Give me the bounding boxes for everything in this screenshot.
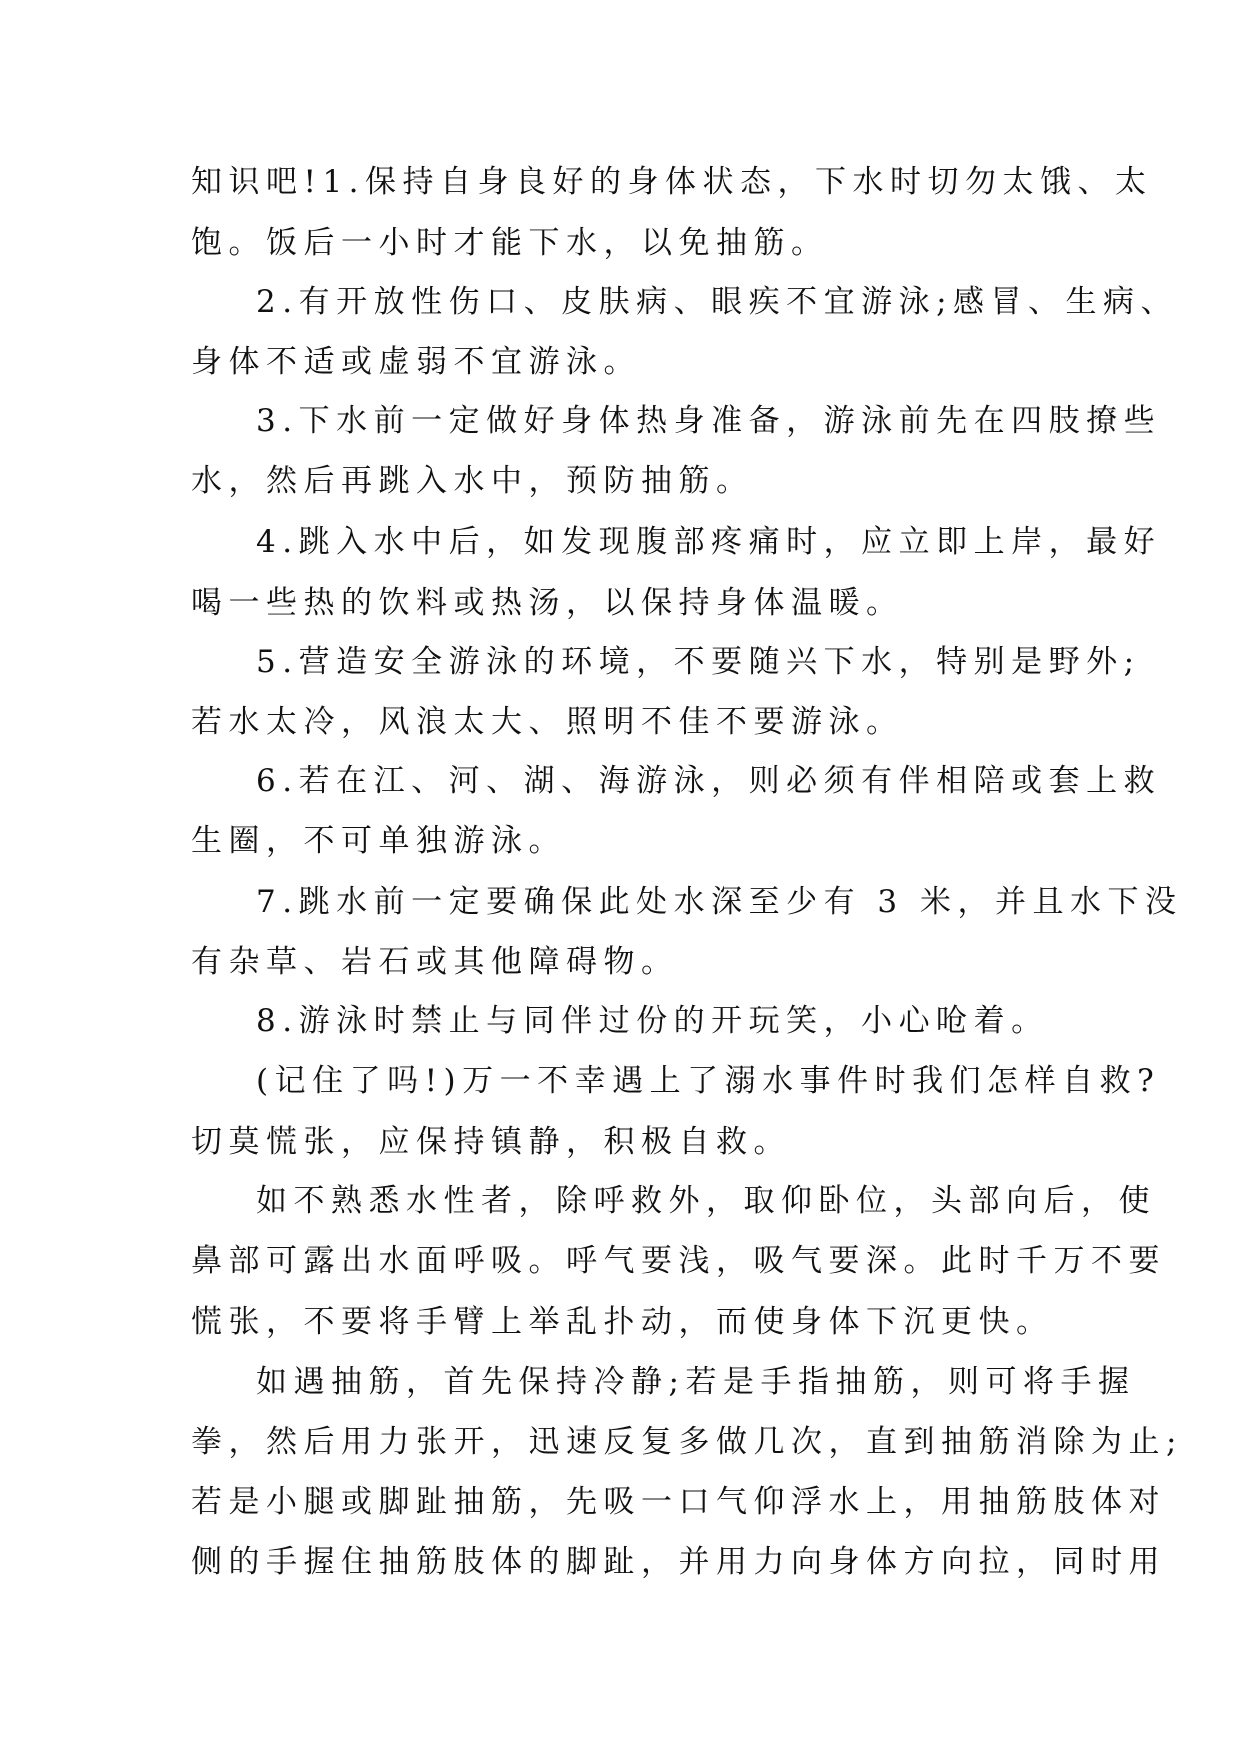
text-line: 鼻部可露出水面呼吸。呼气要浅，吸气要深。此时千万不要 xyxy=(191,1243,1166,1279)
text-line: 知识吧!1.保持自身良好的身体状态，下水时切勿太饿、太 xyxy=(191,164,1153,200)
text-line: 如遇抽筋，首先保持冷静;若是手指抽筋，则可将手握 xyxy=(256,1364,1136,1400)
text-line: 若是小腿或脚趾抽筋，先吸一口气仰浮水上，用抽筋肢体对 xyxy=(191,1484,1166,1520)
text-line: 喝一些热的饮料或热汤，以保持身体温暖。 xyxy=(191,585,904,621)
text-line: 水，然后再跳入水中，预防抽筋。 xyxy=(191,463,754,499)
text-line: 2.有开放性伤口、皮肤病、眼疾不宜游泳;感冒、生病、 xyxy=(256,284,1179,320)
text-line: 4.跳入水中后，如发现腹部疼痛时，应立即上岸，最好 xyxy=(256,524,1162,560)
text-line: 身体不适或虚弱不宜游泳。 xyxy=(191,344,641,380)
text-line: 7.跳水前一定要确保此处水深至少有 3 米，并且水下没 xyxy=(256,884,1183,920)
text-line: 5.营造安全游泳的环境，不要随兴下水，特别是野外; xyxy=(256,644,1141,680)
text-line: 有杂草、岩石或其他障碍物。 xyxy=(191,944,679,980)
text-line: 切莫慌张，应保持镇静，积极自救。 xyxy=(191,1124,791,1160)
text-line: 侧的手握住抽筋肢体的脚趾，并用力向身体方向拉，同时用 xyxy=(191,1544,1166,1580)
text-line: 慌张，不要将手臂上举乱扑动，而使身体下沉更快。 xyxy=(191,1304,1054,1340)
text-line: 若水太冷，风浪太大、照明不佳不要游泳。 xyxy=(191,704,904,740)
text-line: 3.下水前一定做好身体热身准备，游泳前先在四肢撩些 xyxy=(256,403,1162,439)
text-line: 生圈，不可单独游泳。 xyxy=(191,823,566,859)
text-line: 6.若在江、河、湖、海游泳，则必须有伴相陪或套上救 xyxy=(256,763,1162,799)
text-line: 如不熟悉水性者，除呼救外，取仰卧位，头部向后，使 xyxy=(256,1183,1156,1219)
text-line: 8.游泳时禁止与同伴过份的开玩笑，小心呛着。 xyxy=(256,1003,1049,1039)
text-line: (记住了吗!)万一不幸遇上了溺水事件时我们怎样自救? xyxy=(256,1063,1161,1099)
text-line: 饱。饭后一小时才能下水，以免抽筋。 xyxy=(191,225,829,261)
text-line: 拳，然后用力张开，迅速反复多做几次，直到抽筋消除为止; xyxy=(191,1424,1183,1460)
